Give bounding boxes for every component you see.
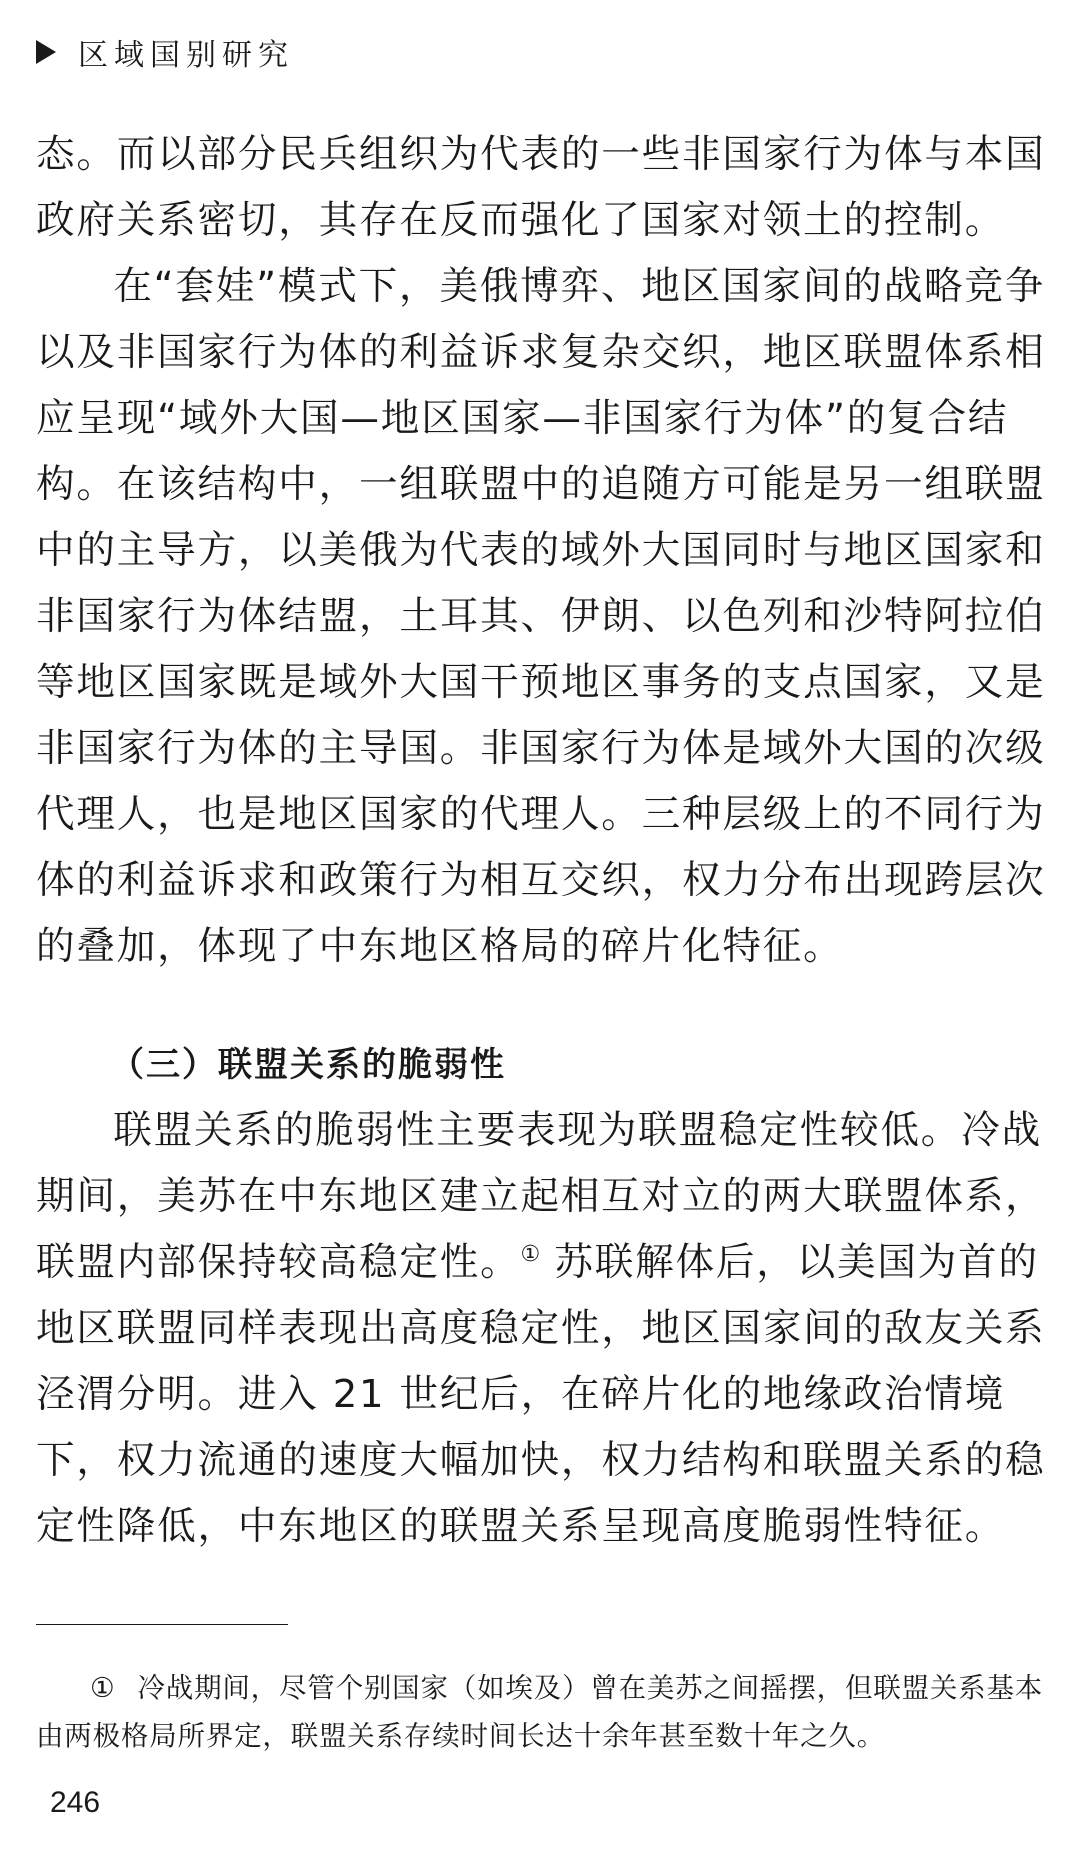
running-header: [36, 26, 294, 78]
main-text: [36, 122, 1056, 980]
paragraph-1: 态。而以部分民兵组织为代表的一些非国家行为体与本国政府关系密切，其存在反而强化了国家对领土的控制。: [36, 132, 1046, 243]
triangle-marker-icon: [36, 40, 56, 64]
paragraph-3-part-2: 苏联解体后，以美国为首的地区联盟同样表现出高度稳定性，地区国家间的敌友关系泾渭分明。进入 21 世纪后，在碎片化的地缘政治情境下，权力流通的速度大幅加快，权力结构和联盟关系的稳定性降低，中东地区的联盟关系呈现高度脆弱性特征。: [36, 1240, 1046, 1549]
paragraph-3: [36, 1098, 1056, 1560]
footnote-reference[interactable]: ①: [520, 1242, 541, 1268]
footnote: [36, 1664, 1056, 1760]
paragraph-3-part-1: 联盟关系的脆弱性主要表现为联盟稳定性较低。冷战期间，美苏在中东地区建立起相互对立的两大联盟体系，联盟内部保持较高稳定性。: [36, 1108, 1046, 1285]
footnote-marker: ①: [90, 1672, 116, 1704]
footnote-divider: [36, 1624, 288, 1625]
footnote-text: 冷战期间，尽管个别国家（如埃及）曾在美苏之间摇摆，但联盟关系基本由两极格局所界定，联盟关系存续时间长达十余年甚至数十年之久。: [36, 1672, 1044, 1752]
paragraph-2: 在“套娃”模式下，美俄博弈、地区国家间的战略竞争以及非国家行为体的利益诉求复杂交织，地区联盟体系相应呈现“域外大国—地区国家—非国家行为体”的复合结构。在该结构中，一组联盟中的追随方可能是另一组联盟中的主导方，以美俄为代表的域外大国同时与地区国家和非国家行为体结盟，土耳其、伊朗、以色列和沙特阿拉伯等地区国家既是域外大国干预地区事务的支点国家，又是非国家行为体的主导国。非国家行为体是域外大国的次级代理人，也是地区国家的代理人。三种层级上的不同行为体的利益诉求和政策行为相互交织，权力分布出现跨层次的叠加，体现了中东地区格局的碎片化特征。: [36, 264, 1046, 969]
page-number: 246: [50, 1786, 101, 1819]
running-header-title: 区域国别研究: [78, 38, 294, 73]
section-text: [36, 1098, 1056, 1560]
section-heading: （三）联盟关系的脆弱性: [110, 1045, 506, 1085]
